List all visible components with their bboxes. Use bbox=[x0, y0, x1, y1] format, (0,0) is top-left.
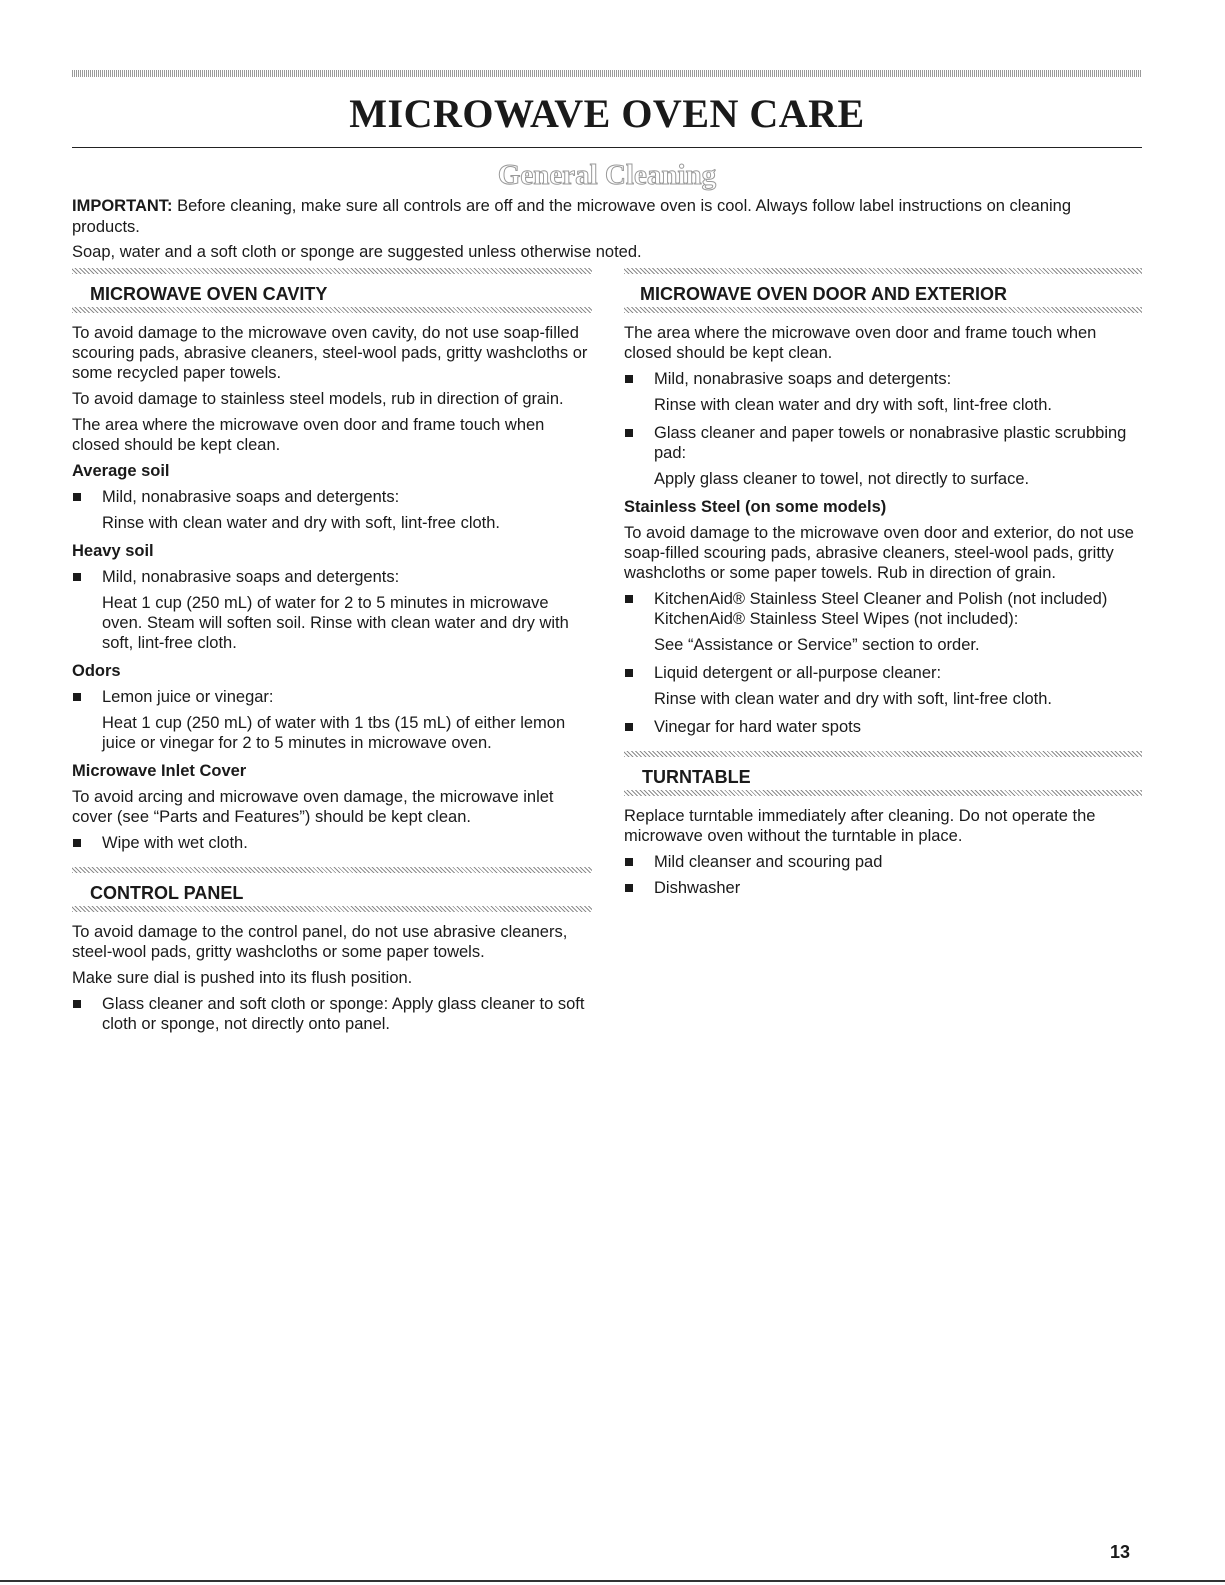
important-label: IMPORTANT: bbox=[72, 197, 173, 215]
hatch-rule bbox=[624, 268, 1142, 274]
bullet-detail: Heat 1 cup (250 mL) of water with 1 tbs (15 mL) of either lemon juice or vinegar for 2 to 5 minutes in microwave oven. bbox=[102, 714, 566, 752]
right-column bbox=[624, 268, 1142, 912]
section-door-exterior bbox=[624, 268, 1142, 737]
bottom-rule bbox=[0, 1580, 1225, 1582]
section-header bbox=[72, 867, 592, 912]
page-title: MICROWAVE OVEN CARE bbox=[349, 91, 865, 136]
bullet-item: Mild cleanser and scouring pad bbox=[624, 852, 1142, 872]
bullet-item: Glass cleaner and soft cloth or sponge: Apply glass cleaner to soft cloth or sponge, not directly onto panel. bbox=[72, 994, 592, 1034]
section-header bbox=[624, 268, 1142, 313]
page-number: 13 bbox=[1110, 1542, 1131, 1562]
paragraph: To avoid damage to the control panel, do not use abrasive cleaners, steel-wool pads, gritty washcloths or some paper towels. bbox=[72, 923, 568, 961]
bullet-item bbox=[624, 589, 1142, 629]
hatch-rule bbox=[72, 268, 592, 274]
bullet-detail: Rinse with clean water and dry with soft, lint-free cloth. bbox=[654, 396, 1053, 414]
soap-note: Soap, water and a soft cloth or sponge are suggested unless otherwise noted. bbox=[72, 243, 642, 261]
subheading: Microwave Inlet Cover bbox=[72, 762, 247, 780]
bullet-item: Mild, nonabrasive soaps and detergents: bbox=[624, 369, 1142, 389]
bullet-detail: Heat 1 cup (250 mL) of water for 2 to 5 minutes in microwave oven. Steam will soften soil. Rinse with clean water and dry with soft, lint-free cloth. bbox=[102, 594, 569, 652]
left-column bbox=[72, 268, 592, 1048]
paragraph: Replace turntable immediately after cleaning. Do not operate the microwave oven without the turntable in place. bbox=[624, 807, 1096, 845]
section-cavity bbox=[72, 268, 592, 853]
section-turntable bbox=[624, 751, 1142, 898]
bullet-item: Mild, nonabrasive soaps and detergents: bbox=[72, 567, 592, 587]
section-heading: MICROWAVE OVEN DOOR AND EXTERIOR bbox=[640, 284, 1008, 304]
bullet-detail: Rinse with clean water and dry with soft, lint-free cloth. bbox=[102, 514, 501, 532]
bullet-item: Liquid detergent or all-purpose cleaner: bbox=[624, 663, 1142, 683]
bullet-detail: See “Assistance or Service” section to order. bbox=[654, 636, 980, 654]
paragraph: To avoid damage to the microwave oven door and exterior, do not use soap-filled scouring pads, abrasive cleaners, steel-wool pads, gritty washcloths or some paper towels. Rub in direction of grain. bbox=[624, 524, 1134, 582]
bullet-item: Dishwasher bbox=[624, 878, 1142, 898]
paragraph: To avoid arcing and microwave oven damage, the microwave inlet cover (see “Parts and Features”) should be kept clean. bbox=[72, 788, 554, 826]
bullet-item: Wipe with wet cloth. bbox=[72, 833, 592, 853]
section-control-panel bbox=[72, 867, 592, 1034]
bullet-item: Glass cleaner and paper towels or nonabrasive plastic scrubbing pad: bbox=[624, 423, 1142, 463]
hatch-rule bbox=[72, 307, 592, 313]
hatch-rule bbox=[72, 906, 592, 912]
subheading: Heavy soil bbox=[72, 542, 154, 560]
bullet-line: KitchenAid® Stainless Steel Wipes (not included): bbox=[654, 610, 1019, 628]
subheading: Average soil bbox=[72, 462, 170, 480]
section-header bbox=[624, 751, 1142, 796]
section-header bbox=[72, 268, 592, 313]
bullet-detail: Rinse with clean water and dry with soft, lint-free cloth. bbox=[654, 690, 1053, 708]
subheading: Stainless Steel (on some models) bbox=[624, 498, 887, 516]
top-rule bbox=[72, 70, 1142, 77]
bullet-line: KitchenAid® Stainless Steel Cleaner and Polish (not included) bbox=[654, 590, 1108, 608]
section-heading: TURNTABLE bbox=[642, 767, 751, 787]
hatch-rule bbox=[624, 790, 1142, 796]
paragraph: The area where the microwave oven door and frame touch when closed should be kept clean. bbox=[72, 416, 545, 454]
intro bbox=[72, 196, 1142, 267]
hatch-rule bbox=[624, 751, 1142, 757]
bullet-detail: Apply glass cleaner to towel, not directly to surface. bbox=[654, 470, 1030, 488]
section-heading: MICROWAVE OVEN CAVITY bbox=[90, 284, 328, 304]
section-heading: CONTROL PANEL bbox=[90, 883, 244, 903]
paragraph: To avoid damage to the microwave oven cavity, do not use soap-filled scouring pads, abrasive cleaners, steel-wool pads, gritty washcloths or some recycled paper towels. bbox=[72, 324, 588, 382]
subheading: Odors bbox=[72, 662, 121, 680]
paragraph: Make sure dial is pushed into its flush position. bbox=[72, 969, 413, 987]
bullet-item: Vinegar for hard water spots bbox=[624, 717, 1142, 737]
important-text: Before cleaning, make sure all controls are off and the microwave oven is cool. Always follow label instructions on cleaning products. bbox=[72, 197, 1072, 236]
title-rule bbox=[72, 147, 1142, 148]
hatch-rule bbox=[624, 307, 1142, 313]
paragraph: The area where the microwave oven door and frame touch when closed should be kept clean. bbox=[624, 324, 1097, 362]
page-subtitle: General Cleaning bbox=[497, 159, 717, 191]
paragraph: To avoid damage to stainless steel models, rub in direction of grain. bbox=[72, 390, 564, 408]
bullet-item: Mild, nonabrasive soaps and detergents: bbox=[72, 487, 592, 507]
important-note bbox=[72, 196, 1142, 238]
hatch-rule bbox=[72, 867, 592, 873]
bullet-item: Lemon juice or vinegar: bbox=[72, 687, 592, 707]
